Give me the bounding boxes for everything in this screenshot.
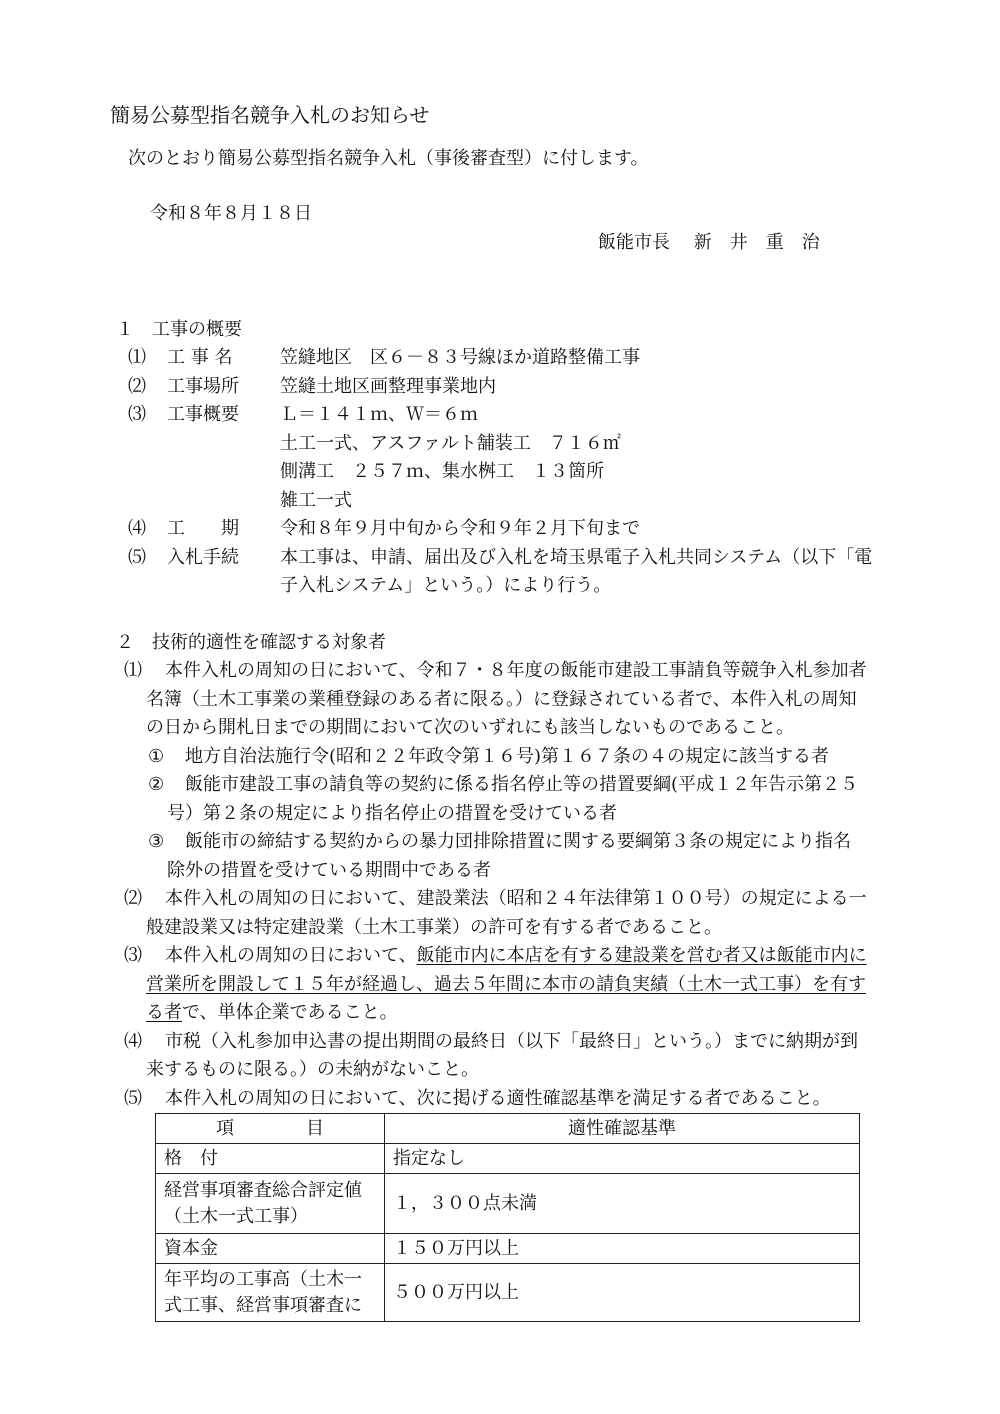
sub-mark: ②: [148, 774, 165, 795]
table-cell-item: [156, 1174, 385, 1234]
item-label: 工 事 名: [167, 347, 233, 368]
para-text: で、単体企業であること。: [182, 1002, 398, 1023]
sub-line: 号）第２条の規定により指名停止の措置を受けている者: [167, 803, 617, 824]
para-line: 本件入札の周知の日において、令和７・８年度の飯能市建設工事請負等競争入札参加者: [165, 660, 867, 681]
table-cell-value: ５００万円以上: [385, 1264, 860, 1322]
issuer-name: 飯能市長 新 井 重 治: [598, 232, 820, 253]
para-number: ⑴: [124, 660, 142, 681]
item-number: ⑵: [128, 376, 146, 397]
table-cell-value: 指定なし: [385, 1144, 860, 1174]
section1-heading: １ 工事の概要: [116, 319, 242, 340]
item-value: 笠縫土地区画整理事業地内: [280, 376, 496, 397]
sub-line: 除外の措置を受けている期間中である者: [167, 860, 491, 881]
table-row: [156, 1174, 860, 1234]
para-line: の日から開札日までの期間において次のいずれにも該当しないものであること。: [146, 717, 794, 738]
table-cell-item: 格 付: [156, 1144, 385, 1174]
sub-mark: ③: [148, 831, 165, 852]
item-value: 雑工一式: [280, 490, 352, 511]
item-label: 入札手続: [167, 547, 239, 568]
item-value: 令和８年９月中旬から令和９年２月下旬まで: [280, 518, 640, 539]
issue-date: 令和８年８月１８日: [150, 203, 312, 224]
para-line: [146, 1004, 398, 1022]
item-value: 土工一式、アスファルト舗装工 ７１６㎡: [280, 433, 621, 454]
table-header-row: [156, 1114, 860, 1144]
section2-heading: ２ 技術的適性を確認する対象者: [116, 632, 386, 653]
underlined-text: 営業所を開設して１５年が経過し、過去５年間に本市の請負実績（土木一式工事）を有す: [146, 974, 866, 995]
para-number: ⑷: [124, 1031, 142, 1052]
item-number: ⑷: [128, 518, 146, 539]
sub-mark: ①: [148, 746, 165, 767]
para-line: 市税（入札参加申込書の提出期間の最終日（以下「最終日」という。）までに納期が到: [165, 1031, 858, 1052]
table-row: [156, 1234, 860, 1264]
table-row: [156, 1264, 860, 1322]
item-number: ⑶: [128, 404, 146, 425]
criteria-table: [155, 1113, 860, 1322]
para-line: 本件入札の周知の日において、次に掲げる適性確認基準を満足する者であること。: [165, 1088, 831, 1109]
table-cell-line: 年平均の工事高（土木一: [164, 1269, 362, 1291]
table-cell-line: 式工事、経営事項審査に: [164, 1294, 362, 1316]
table-cell-value: １，３００点未満: [385, 1174, 860, 1234]
para-number: ⑶: [124, 945, 142, 966]
item-value: 子入札システム」という。）により行う。: [280, 575, 612, 596]
intro-text: 次のとおり簡易公募型指名競争入札（事後審査型）に付します。: [128, 148, 649, 169]
table-row: [156, 1144, 860, 1174]
document-title: 簡易公募型指名競争入札のお知らせ: [110, 103, 430, 127]
table-cell-line: （土木一式工事）: [164, 1205, 308, 1227]
item-value: 側溝工 ２５７ｍ、集水桝工 １３箇所: [280, 461, 604, 482]
table-cell-item: 資本金: [156, 1234, 385, 1264]
item-label: 工事概要: [167, 404, 239, 425]
underlined-text: 飯能市内に本店を有する建設業を営む者又は飯能市内に: [416, 945, 867, 966]
item-value: Ｌ＝１４１ｍ、Ｗ＝６ｍ: [280, 404, 478, 425]
para-line: [165, 947, 867, 965]
para-text: 本件入札の周知の日において、: [165, 945, 417, 966]
item-value: 本工事は、申請、届出及び入札を埼玉県電子入札共同システム（以下「電: [280, 547, 873, 568]
item-label: 工事場所: [167, 376, 239, 397]
item-value: 笠縫地区 区６－８３号線ほか道路整備工事: [280, 347, 640, 368]
sub-line: 飯能市建設工事の請負等の契約に係る指名停止等の措置要綱(平成１２年告示第２５: [185, 774, 859, 795]
table-header-item: 項 目: [156, 1114, 385, 1144]
table-cell-line: 経営事項審査総合評定値: [164, 1180, 362, 1202]
table-header-criteria: 適性確認基準: [385, 1114, 860, 1144]
para-number: ⑵: [124, 888, 142, 909]
sub-line: 地方自治法施行令(昭和２２年政令第１６号)第１６７条の４の規定に該当する者: [185, 746, 830, 767]
para-line: 名簿（土木工事業の業種登録のある者に限る。）に登録されている者で、本件入札の周知: [146, 689, 857, 710]
para-line: 来するものに限る。）の未納がないこと。: [146, 1059, 479, 1080]
table-cell-item: [156, 1264, 385, 1322]
sub-line: 飯能市の締結する契約からの暴力団排除措置に関する要綱第３条の規定により指名: [185, 831, 851, 852]
item-label: 工 期: [167, 518, 239, 539]
underlined-text: る者: [146, 1002, 182, 1023]
table-cell-value: １５０万円以上: [385, 1234, 860, 1264]
para-number: ⑸: [124, 1088, 142, 1109]
item-number: ⑸: [128, 547, 146, 568]
para-line: 般建設業又は特定建設業（土木工事業）の許可を有する者であること。: [146, 917, 722, 938]
item-number: ⑴: [128, 347, 146, 368]
para-line: 本件入札の周知の日において、建設業法（昭和２４年法律第１００号）の規定による一: [165, 888, 867, 909]
